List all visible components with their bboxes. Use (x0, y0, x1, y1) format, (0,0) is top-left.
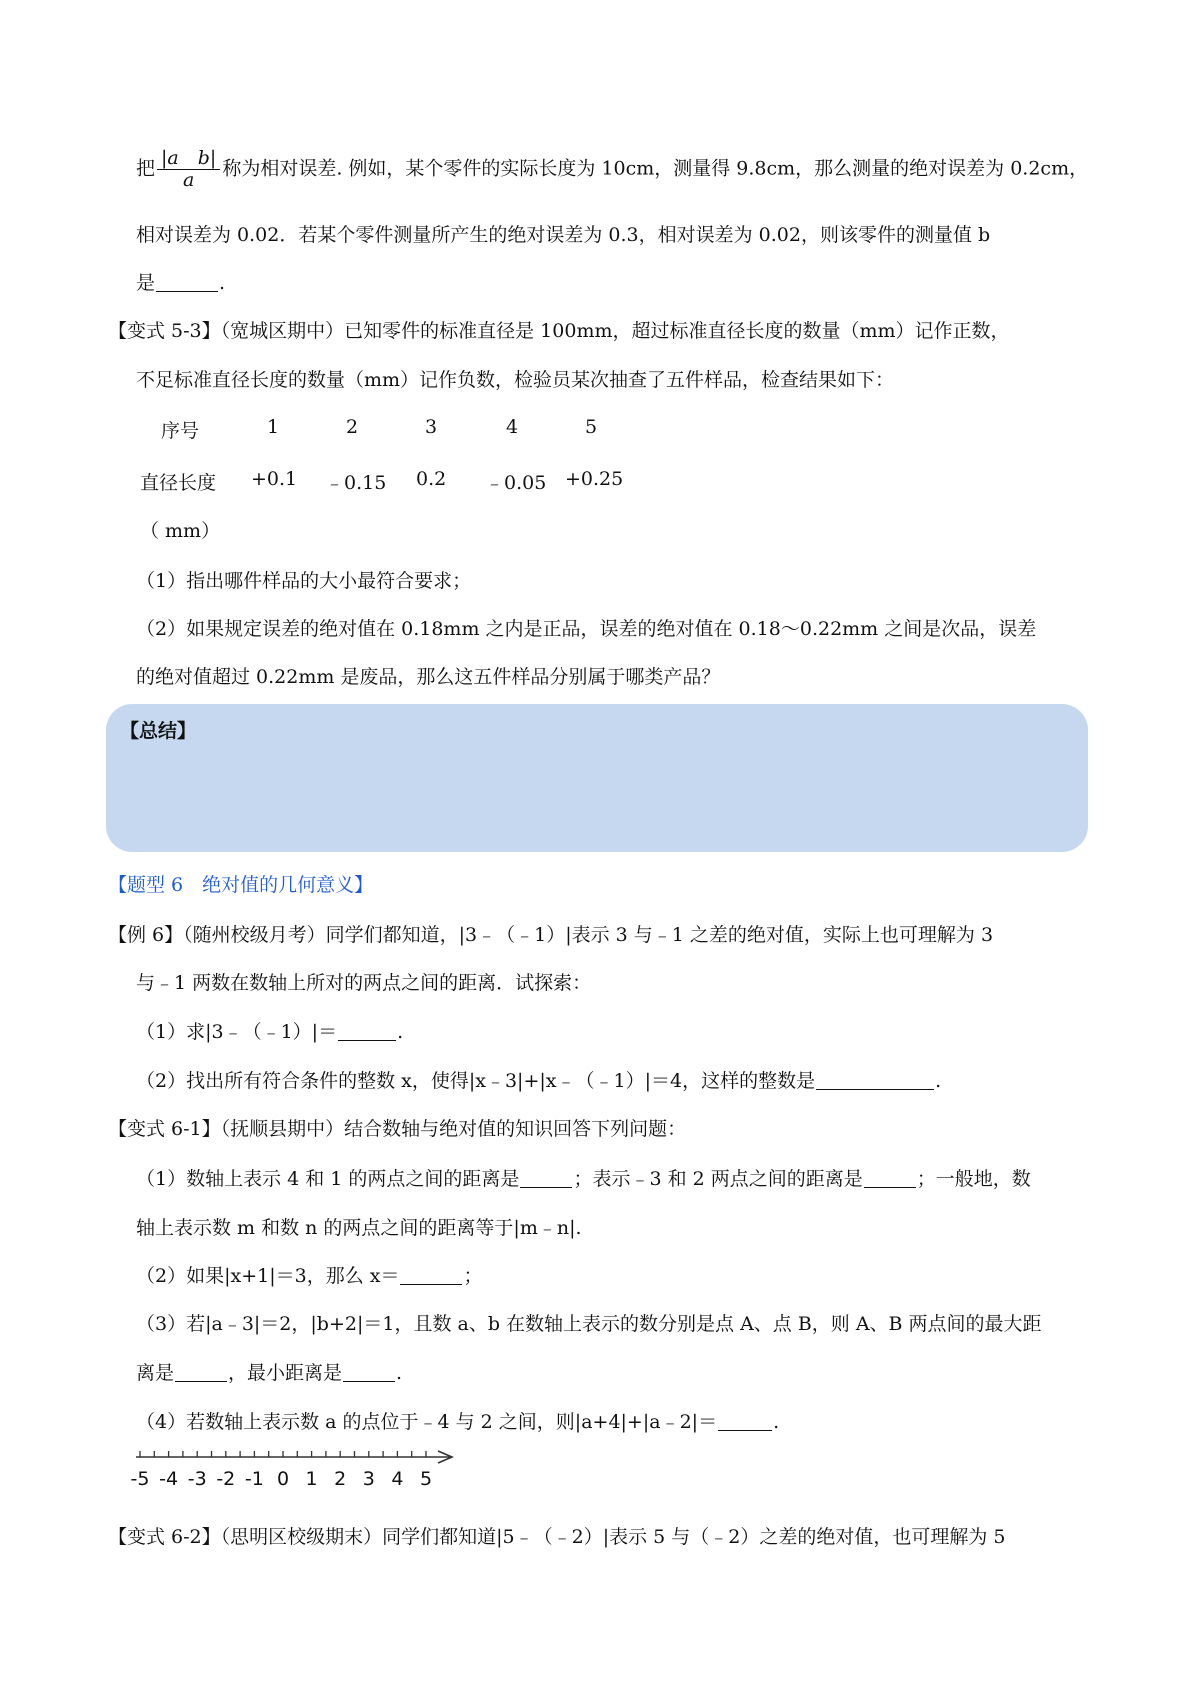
intro-line-1 (136, 148, 1088, 191)
answer-blank[interactable] (156, 272, 218, 292)
table-cell: ﹣0.15 (325, 472, 387, 494)
answer-blank[interactable] (343, 1362, 395, 1382)
variant-6-1-q4 (136, 1407, 779, 1434)
number-line-label: 4 (391, 1468, 404, 1490)
number-line-label: 5 (419, 1468, 433, 1490)
example-6-q2-text: （2）找出所有符合条件的整数 x，使得|x﹣3|+|x﹣（﹣1）|＝4，这样的整数是 (136, 1070, 816, 1092)
table-cell: 5 (585, 416, 598, 438)
example-6-q1 (136, 1017, 403, 1044)
intro-line-2: 相对误差为 0.02．若某个零件测量所产生的绝对误差为 0.3，相对误差为 0.02，则该零件的测量值 b (136, 224, 991, 246)
fraction-numerator: |a b| (157, 148, 220, 170)
variant-6-1-tag: 【变式 6-1】 (108, 1118, 221, 1140)
variant-5-3-q2-line-1: （2）如果规定误差的绝对值在 0.18mm 之内是正品，误差的绝对值在 0.18～0.22mm 之间是次品，误差 (136, 618, 1037, 640)
variant-6-1-q3-end: . (396, 1362, 403, 1384)
variant-6-2-text-1: （思明区校级期末）同学们都知道|5﹣（﹣2）|表示 5 与（﹣2）之差的绝对值，也可理解为 5 (220, 1526, 1006, 1548)
answer-blank[interactable] (816, 1070, 934, 1090)
variant-6-1-q1-text-b: ；表示﹣3 和 2 两点之间的距离是 (573, 1168, 863, 1190)
table-cell: 1 (267, 416, 280, 438)
example-6-q2 (136, 1066, 941, 1093)
variant-5-3-text-1: （宽城区期中）已知零件的标准直径是 100mm，超过标准直径长度的数量（mm）记作正数， (220, 320, 1010, 342)
table-cell: 0.2 (416, 468, 447, 490)
table-unit: （ mm） (140, 520, 221, 542)
variant-5-3-q2-line-2: 的绝对值超过 0.22mm 是废品，那么这五件样品分别属于哪类产品？ (136, 666, 721, 688)
variant-6-1-q1-text-a: （1）数轴上表示 4 和 1 的两点之间的距离是 (136, 1168, 520, 1190)
intro-text-1: 称为相对误差. 例如，某个零件的实际长度为 10cm，测量得 9.8cm，那么测量的绝对误差为 0.2cm， (222, 157, 1089, 180)
number-line-label: -2 (216, 1468, 236, 1490)
example-6-q1-period: . (397, 1021, 404, 1043)
table-cell: +0.1 (251, 468, 298, 490)
variant-6-1-q3-text-c: ，最小距离是 (228, 1362, 343, 1384)
type-6-heading: 【题型 6 绝对值的几何意义】 (108, 874, 374, 896)
variant-6-1-q3-line-1: （3）若|a﹣3|＝2，|b+2|＝1，且数 a、b 在数轴上表示的数分别是点 A、点 B，则 A、B 两点间的最大距 (136, 1313, 1042, 1335)
variant-6-1-q1-line-1 (136, 1164, 1031, 1191)
answer-blank[interactable] (338, 1021, 396, 1041)
variant-6-1-q4-text: （4）若数轴上表示数 a 的点位于﹣4 与 2 之间，则|a+4|+|a﹣2|＝ (136, 1411, 718, 1433)
variant-6-2-tag: 【变式 6-2】 (108, 1526, 221, 1548)
fraction-denominator: a (183, 168, 195, 191)
example-6-q2-period: . (935, 1070, 942, 1092)
answer-blank[interactable] (718, 1411, 772, 1431)
answer-blank[interactable] (864, 1168, 916, 1188)
number-line-label: 2 (334, 1468, 347, 1490)
variant-5-3-tag: 【变式 5-3】 (108, 320, 221, 342)
variant-6-1-q1-text-c: ；一般地，数 (916, 1168, 1031, 1190)
variant-5-3-line-1 (108, 316, 1010, 343)
answer-blank[interactable] (400, 1265, 462, 1285)
answer-blank[interactable] (175, 1362, 227, 1382)
number-line-label: -4 (159, 1468, 179, 1490)
intro-prefix: 把 (136, 157, 156, 180)
table-row2-label: 直径长度 (140, 472, 217, 494)
intro-text-3: 是 (136, 272, 156, 294)
intro-line-3 (136, 268, 225, 295)
variant-6-2-line-1 (108, 1522, 1006, 1549)
number-line-label: 3 (362, 1468, 375, 1490)
table-cell: ﹣0.05 (485, 472, 547, 494)
example-6-line-1 (108, 920, 993, 947)
summary-box (106, 704, 1088, 852)
variant-6-1-q3-line-2 (136, 1358, 402, 1385)
table-row1-label: 序号 (161, 420, 200, 442)
table-cell: 2 (346, 416, 359, 438)
number-line-label: -5 (130, 1468, 150, 1490)
example-6-line-2: 与﹣1 两数在数轴上所对的两点之间的距离．试探索： (136, 972, 592, 994)
number-line-label: 0 (276, 1468, 290, 1490)
table-cell: +0.25 (565, 468, 624, 490)
table-cell: 3 (425, 416, 438, 438)
table-cell: 4 (506, 416, 519, 438)
variant-6-1-q1-line-2: 轴上表示数 m 和数 n 的两点之间的距离等于|m﹣n|. (136, 1217, 582, 1239)
variant-6-1-q2-end: ； (463, 1265, 483, 1287)
number-line-figure (128, 1445, 468, 1501)
example-6-q1-text: （1）求|3﹣（﹣1）|＝ (136, 1021, 338, 1043)
number-line-label: 1 (305, 1468, 318, 1490)
summary-label: 【总结】 (120, 720, 197, 742)
variant-6-1-q2-text: （2）如果|x+1|＝3，那么 x＝ (136, 1265, 400, 1287)
variant-5-3-q1: （1）指出哪件样品的大小最符合要求； (136, 570, 472, 592)
variant-6-1-text-1: （抚顺县期中）结合数轴与绝对值的知识回答下列问题： (220, 1118, 687, 1140)
number-line-label: -3 (187, 1468, 207, 1490)
example-6-text-1: （随州校级月考）同学们都知道，|3﹣（﹣1）|表示 3 与﹣1 之差的绝对值，实际上也可理解为 3 (183, 924, 994, 946)
variant-6-1-line-1 (108, 1114, 686, 1141)
example-6-tag: 【例 6】 (108, 924, 184, 946)
variant-6-1-q4-end: . (773, 1411, 780, 1433)
variant-6-1-q2 (136, 1261, 482, 1288)
relative-error-fraction (157, 148, 220, 191)
answer-blank[interactable] (520, 1168, 572, 1188)
variant-5-3-line-2: 不足标准直径长度的数量（mm）记作负数，检验员某次抽查了五件样品，检查结果如下： (136, 369, 895, 391)
variant-6-1-q3-text-b: 离是 (136, 1362, 175, 1384)
intro-period: . (219, 272, 226, 294)
number-line-label: -1 (244, 1468, 264, 1490)
